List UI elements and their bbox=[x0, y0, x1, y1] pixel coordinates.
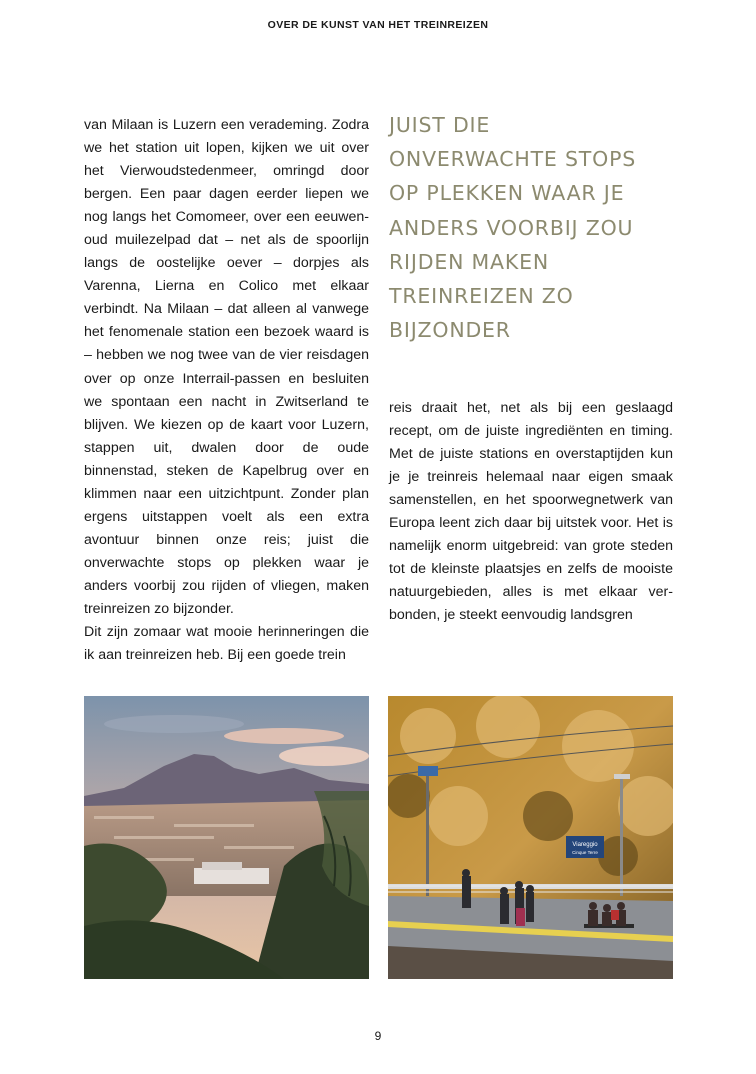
right-text-column: reis draait het, net als bij een geslaagd recept, om de juiste ingrediënten en timing. Met de juiste stations en overstaptijden kun je je treinreis helemaal naar eigen smaak samenstellen, en het spoorwegnetwerk van Europa leent zich daar bij uitstek voor. Het is namelijk enorm uitgebreid: van grote steden tot de kleinste plaatsjes en zelfs de mooiste natuurgebieden, alles is met elkaar verbonden, je steekt eenvoudig landsgren bbox=[389, 400, 673, 624]
body-paragraph: van Milaan is Luzern een verademing. Zodra we het station uit lopen, kijken we uit over het Vierwoudstedenmeer, omringd door bergen. Een paar dagen eerder liepen we nog langs het Comomeer, over een eeuwenoud muilezelpad dat – net als de spoorlijn langs de oostelijke oever – dorpjes als Varenna, Lierna en Colico met elkaar verbindt. Na Milaan – dat alleen al vanwege het fenomenale station een bezoek waard is – hebben we nog twee van de vier reisdagen over op onze Interrail-passen en besluiten we spontaan een nacht in Zwitserland te blijven. We kiezen op de kaart voor Luzern, stappen uit, dwalen door de oude binnenstad, steken de Kapelbrug over en klimmen naar een uitzichtpunt. Zonder plan ergens uitstappen voelt als een extra avontuur binnen onze reis; juist die onverwachte stops op plekken waar je anders voorbij zou rijden of vliegen, maken treinreizen zo bijzonder. bbox=[84, 117, 369, 617]
viareggio-station-platform-photo bbox=[388, 696, 673, 979]
body-paragraph: Dit zijn zomaar wat mooie herinneringen die ik aan treinreizen heb. Bij een goede trein bbox=[84, 624, 369, 664]
running-head: OVER DE KUNST VAN HET TREINREIZEN bbox=[267, 19, 489, 31]
pull-quote: JUIST DIE ONVERWACHTE STOPS OP PLEKKEN WAAR JE ANDERS VOORBIJ ZOU RIJDEN MAKEN TREINREIZEN ZO BIJZONDER bbox=[389, 113, 637, 343]
station-sign-subtext: Cinque Terre bbox=[572, 850, 598, 855]
page-number: 9 bbox=[374, 1029, 382, 1043]
vesuvius-naples-bay-photo bbox=[84, 696, 369, 979]
left-text-column bbox=[84, 114, 369, 667]
station-sign-text: Viareggio bbox=[572, 842, 598, 848]
